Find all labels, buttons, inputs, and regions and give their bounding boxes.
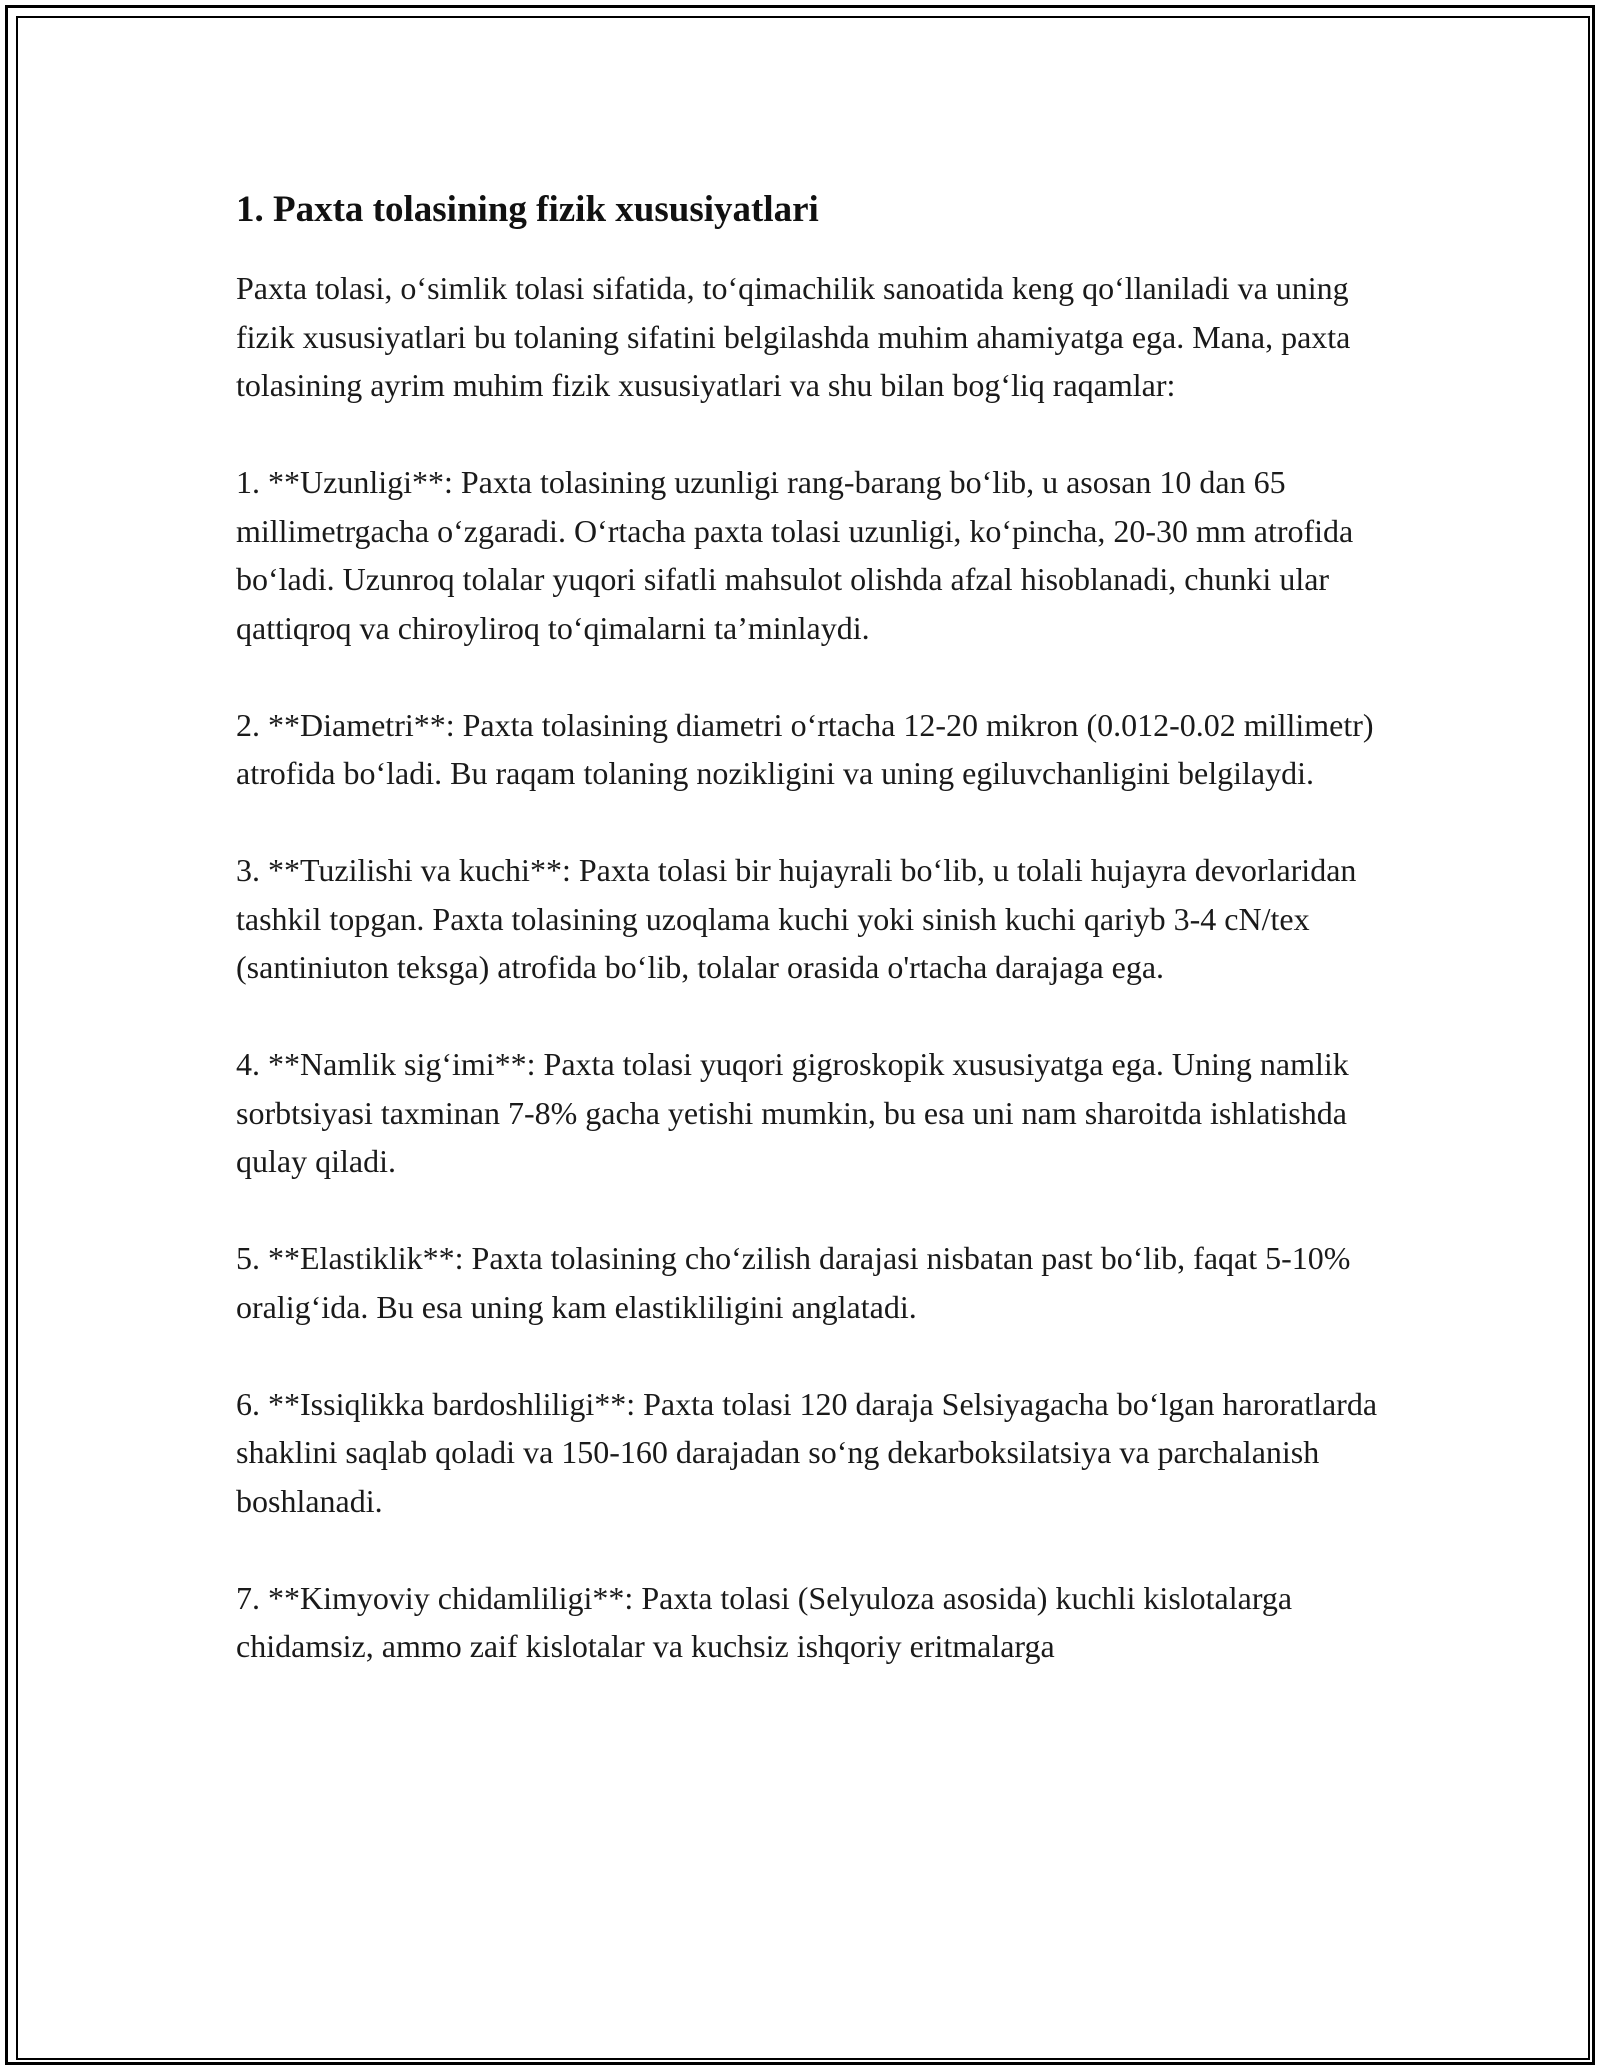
document-body (236, 186, 1386, 1719)
intro-paragraph: Paxta tolasi, o‘simlik tolasi sifatida, to‘qimachilik sanoatida keng qo‘llaniladi va uning fizik xususiyatlari bu tolaning sifatini belgilashda muhim ahamiyatga ega. Mana, paxta tolasining ayrim muhim fizik xususiyatlari va shu bilan bog‘liq raqamlar: (236, 270, 1351, 403)
property-structure-paragraph: 3. **Tuzilishi va kuchi**: Paxta tolasi bir hujayrali bo‘lib, u tolali hujayra devorlaridan tashkil topgan. Paxta tolasining uzoqlama kuchi yoki sinish kuchi qariyb 3-4 cN/tex (santiniuton teksga) atrofida bo‘lib, tolalar orasida o'rtacha darajaga ega. (236, 852, 1357, 985)
section-heading: 1. Paxta tolasining fizik xususiyatlari (236, 189, 819, 230)
property-elasticity-paragraph: 5. **Elastiklik**: Paxta tolasining cho‘zilish darajasi nisbatan past bo‘lib, faqat 5-10% oralig‘ida. Bu esa uning kam elastikliligini anglatadi. (236, 1240, 1351, 1325)
property-diameter-paragraph: 2. **Diametri**: Paxta tolasining diametri o‘rtacha 12-20 mikron (0.012-0.02 millimetr) atrofida bo‘ladi. Bu raqam tolaning nozikligini va uning egiluvchanligini belgilaydi. (236, 706, 1374, 791)
property-length-paragraph: 1. **Uzunligi**: Paxta tolasining uzunligi rang-barang bo‘lib, u asosan 10 dan 65 millimetrgacha o‘zgaradi. O‘rtacha paxta tolasi uzunligi, ko‘pincha, 20-30 mm atrofida bo‘ladi. Uzunroq tolalar yuqori sifatli mahsulot olishda afzal hisoblanadi, chunki ular qattiqroq va chiroyliroq to‘qimalarni ta’minlaydi. (236, 464, 1354, 646)
property-heat-resistance-paragraph: 6. **Issiqlikka bardoshliligi**: Paxta tolasi 120 daraja Selsiyagacha bo‘lgan haroratlarda shaklini saqlab qoladi va 150-160 darajadan so‘ng dekarboksilatsiya va parchalanish boshlanadi. (236, 1385, 1378, 1519)
property-chemical-resistance-paragraph: 7. **Kimyoviy chidamliligi**: Paxta tolasi (Selyuloza asosida) kuchli kislotalarga chidamsiz, ammo zaif kislotalar va kuchsiz ishqoriy eritmalarga (236, 1579, 1293, 1664)
property-moisture-paragraph: 4. **Namlik sig‘imi**: Paxta tolasi yuqori gigroskopik xususiyatga ega. Uning namlik sorbtsiyasi taxminan 7-8% gacha yetishi mumkin, bu esa uni nam sharoitda ishlatishda qulay qiladi. (236, 1046, 1349, 1179)
